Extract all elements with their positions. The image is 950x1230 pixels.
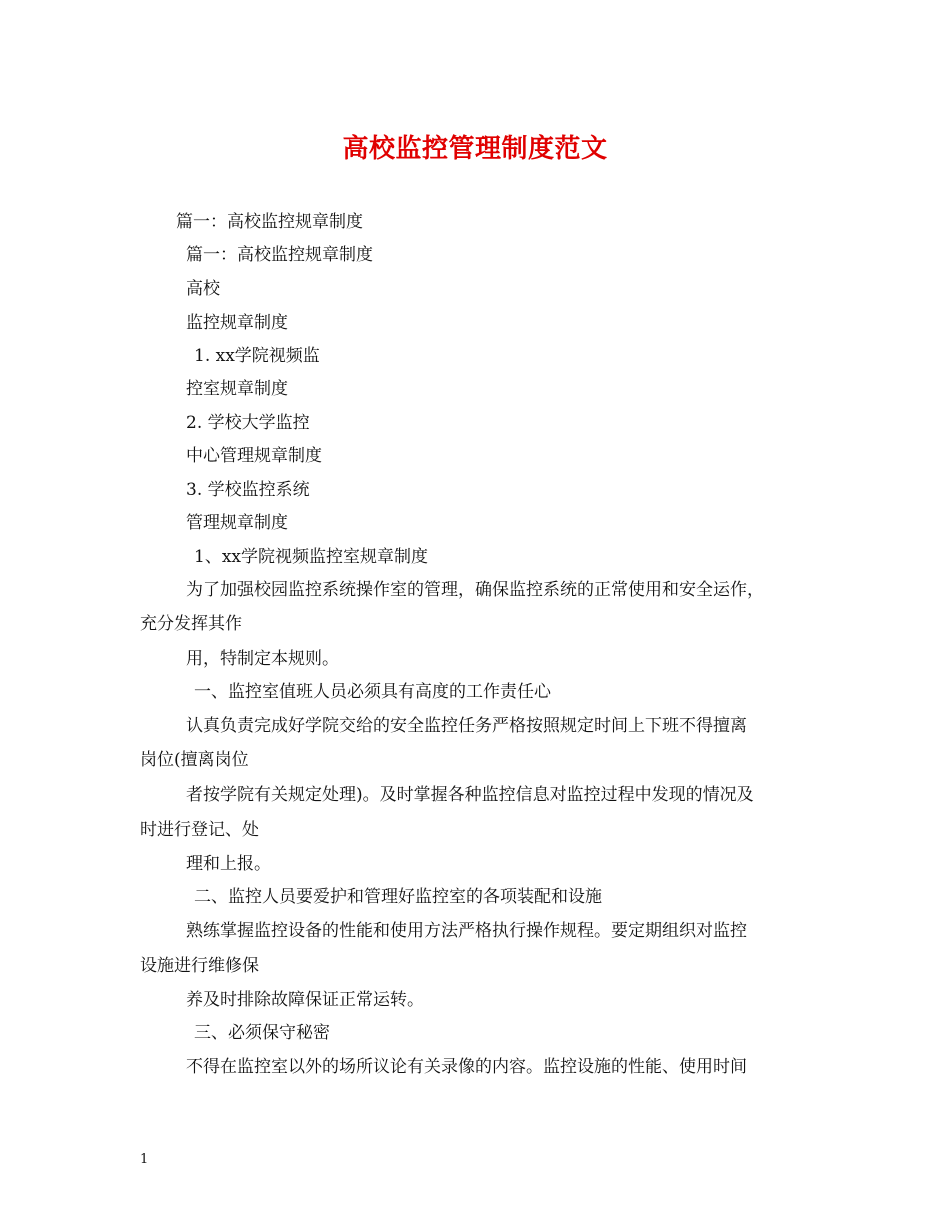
text-line: 时进行登记、处 xyxy=(140,820,259,840)
page-number: 1 xyxy=(140,1152,149,1167)
text-line: 高校 xyxy=(186,279,220,299)
text-line: 一、监控室值班人员必须具有高度的工作责任心 xyxy=(194,682,551,702)
text-line: 2. 学校大学监控 xyxy=(186,413,310,433)
text-line: 设施进行维修保 xyxy=(140,956,259,976)
text-line: 管理规章制度 xyxy=(186,513,288,533)
text-line: 认真负责完成好学院交给的安全监控任务严格按照规定时间上下班不得擅离 xyxy=(186,716,747,736)
text-line: 篇一：高校监控规章制度 xyxy=(176,212,363,232)
text-line: 不得在监控室以外的场所议论有关录像的内容。监控设施的性能、使用时间 xyxy=(186,1057,747,1077)
text-line: 监控规章制度 xyxy=(186,313,288,333)
text-line: 篇一：高校监控规章制度 xyxy=(186,245,373,265)
text-line: 岗位(擅离岗位 xyxy=(140,750,249,770)
text-line: 用，特制定本规则。 xyxy=(186,649,339,669)
text-line: 二、监控人员要爱护和管理好监控室的各项装配和设施 xyxy=(194,887,602,907)
document-title: 高校监控管理制度范文 xyxy=(342,134,608,164)
text-line: 为了加强校园监控系统操作室的管理，确保监控系统的正常使用和安全运作， xyxy=(186,580,764,600)
text-line: 熟练掌握监控设备的性能和使用方法严格执行操作规程。要定期组织对监控 xyxy=(186,921,747,941)
text-line: 三、必须保守秘密 xyxy=(194,1023,330,1043)
text-line: 养及时排除故障保证正常运转。 xyxy=(186,990,424,1010)
text-line: 理和上报。 xyxy=(186,854,271,874)
text-line: 3. 学校监控系统 xyxy=(186,480,310,500)
text-line: 1、xx学院视频监控室规章制度 xyxy=(194,547,428,567)
text-line: 中心管理规章制度 xyxy=(186,446,322,466)
text-line: 充分发挥其作 xyxy=(140,614,242,634)
text-line: 者按学院有关规定处理)。及时掌握各种监控信息对监控过程中发现的情况及 xyxy=(186,785,754,805)
text-line: 控室规章制度 xyxy=(186,379,288,399)
text-line: 1. xx学院视频监 xyxy=(194,346,320,366)
